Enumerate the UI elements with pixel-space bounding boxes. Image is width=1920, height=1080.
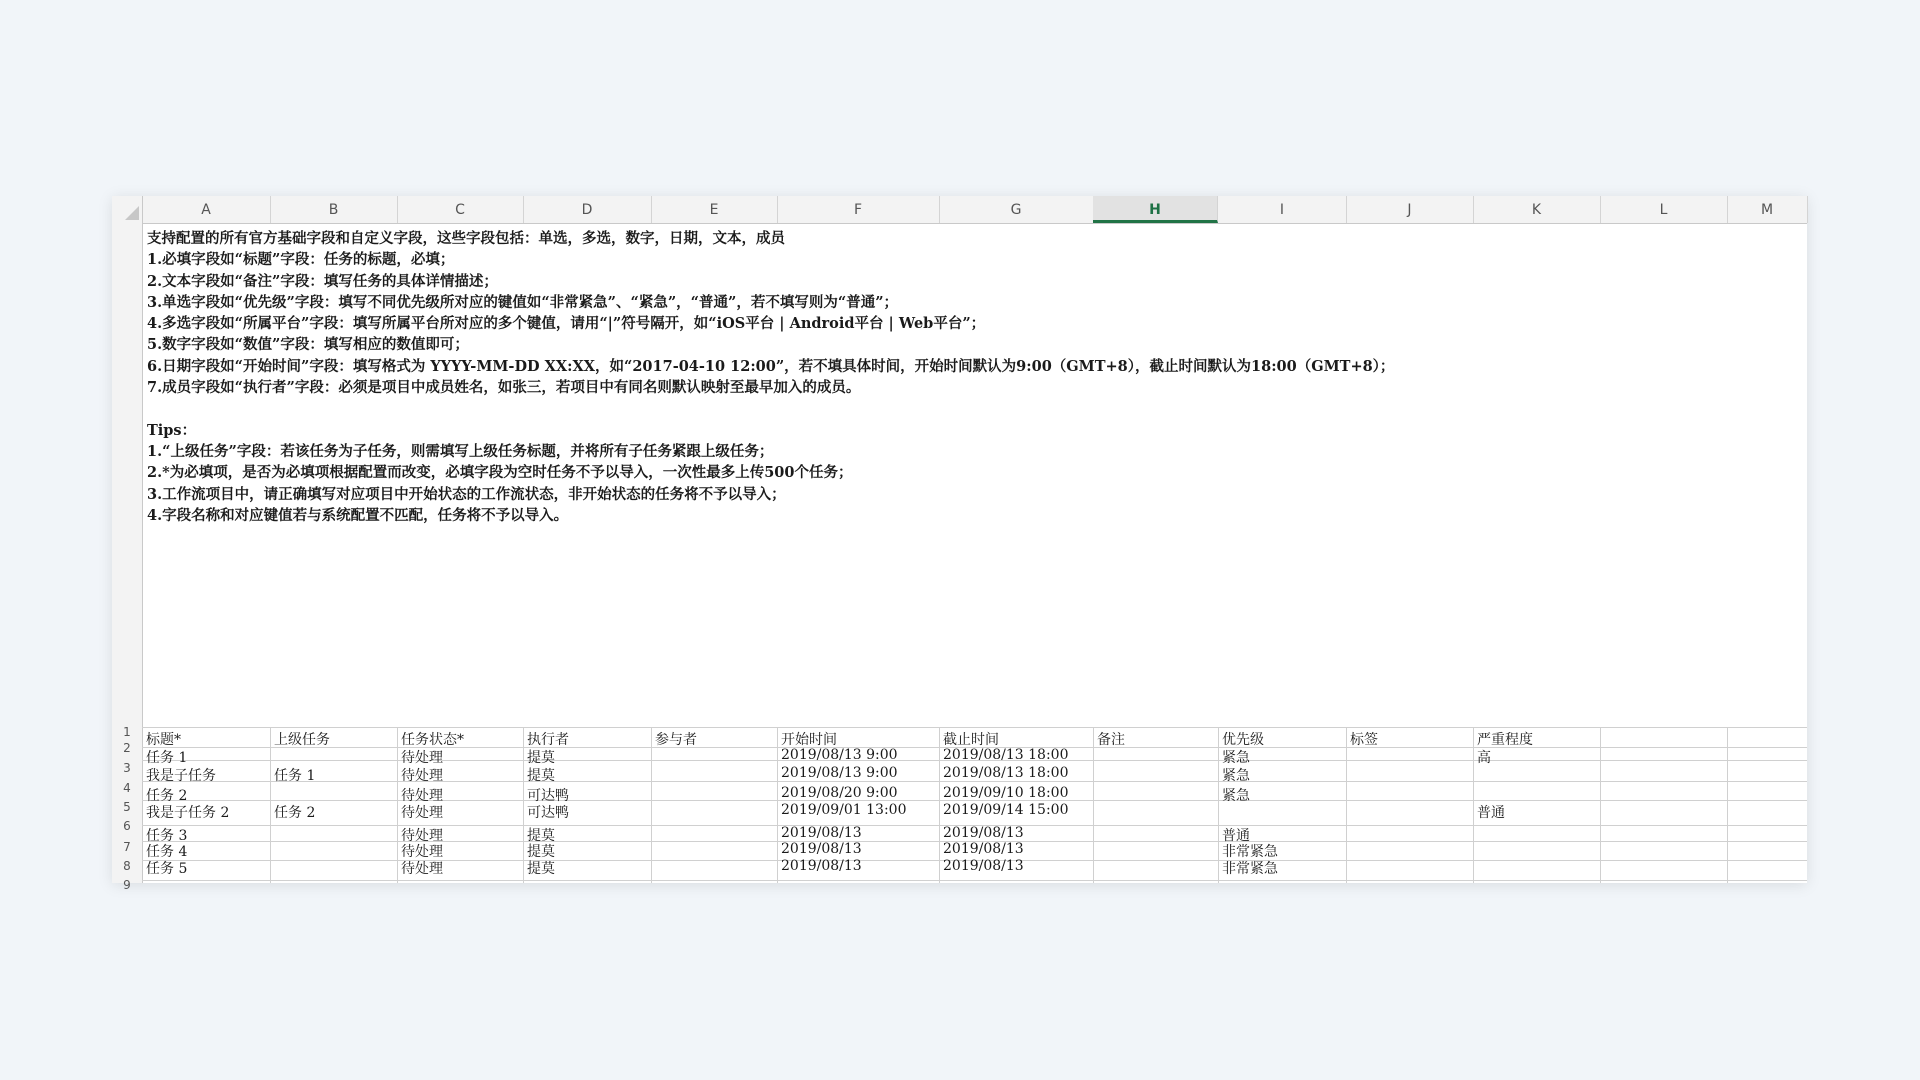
row-header-3[interactable]: 3 (123, 761, 131, 775)
note-line: 7.成员字段如“执行者”字段：必须是项目中成员姓名，如张三，若项目中有同名则默认映射至最早加入的成员。 (147, 379, 861, 397)
table-cell[interactable]: 可达鸭 (527, 788, 569, 804)
table-cell[interactable]: 高 (1477, 750, 1491, 766)
note-line: 5.数字字段如“数值”字段：填写相应的数值即可； (147, 336, 469, 354)
table-cell[interactable]: 2019/08/13 18:00 (943, 765, 1069, 781)
table-cell[interactable]: 非常紧急 (1222, 844, 1278, 860)
table-cell[interactable]: 2019/08/13 (943, 825, 1024, 841)
table-cell[interactable]: 紧急 (1222, 750, 1250, 766)
table-cell[interactable]: 我是子任务 (146, 768, 216, 784)
table-cell[interactable]: 任务 4 (146, 844, 188, 860)
table-cell[interactable]: 待处理 (401, 750, 443, 766)
table-cell[interactable]: 任务 3 (146, 828, 188, 844)
note-line: 支持配置的所有官方基础字段和自定义字段，这些字段包括：单选，多选，数字，日期，文本，成员 (147, 230, 785, 247)
table-header-cell[interactable]: 参与者 (655, 732, 697, 748)
column-header-d[interactable]: D (523, 196, 652, 223)
table-cell[interactable]: 紧急 (1222, 768, 1250, 784)
table-cell[interactable]: 待处理 (401, 828, 443, 844)
note-line: Tips： (147, 421, 197, 439)
table-header-cell[interactable]: 任务状态* (401, 732, 464, 748)
column-header-e[interactable]: E (651, 196, 778, 223)
table-cell[interactable]: 2019/08/13 9:00 (781, 765, 898, 781)
row-header-4[interactable]: 4 (123, 781, 131, 795)
row-header-7[interactable]: 7 (123, 840, 131, 854)
table-cell[interactable]: 紧急 (1222, 788, 1250, 804)
select-all-corner[interactable] (112, 196, 143, 223)
data-table (142, 712, 1807, 883)
column-header-h[interactable]: H (1093, 196, 1218, 223)
grid-row-line (142, 727, 1807, 728)
note-line: 2.*为必填项，是否为必填项根据配置而改变，必填字段为空时任务不予以导入，一次性最多上传500个任务； (147, 464, 853, 482)
table-cell[interactable]: 2019/08/13 (781, 841, 862, 857)
note-line: 1.必填字段如“标题”字段：任务的标题，必填； (147, 251, 455, 269)
table-cell[interactable]: 待处理 (401, 788, 443, 804)
table-cell[interactable]: 普通 (1222, 828, 1250, 844)
table-cell[interactable]: 可达鸭 (527, 805, 569, 821)
column-header-j[interactable]: J (1346, 196, 1474, 223)
table-cell[interactable]: 2019/08/13 (943, 858, 1024, 874)
table-cell[interactable]: 提莫 (527, 844, 555, 860)
table-header-cell[interactable]: 开始时间 (781, 732, 837, 748)
row-header-8[interactable]: 8 (123, 859, 131, 873)
table-header-cell[interactable]: 备注 (1097, 732, 1125, 748)
note-line: 6.日期字段如“开始时间”字段：填写格式为 YYYY-MM-DD XX:XX，如“2017-04-10 12:00”，若不填具体时间，开始时间默认为9:00（GMT+8），截止时间默认为18:00（GMT+8）； (147, 357, 1395, 375)
table-cell[interactable]: 2019/08/13 (781, 858, 862, 874)
table-cell[interactable]: 非常紧急 (1222, 861, 1278, 877)
table-cell[interactable]: 提莫 (527, 750, 555, 766)
table-cell[interactable]: 我是子任务 2 (146, 805, 230, 821)
table-header-cell[interactable]: 上级任务 (274, 732, 330, 748)
table-cell[interactable]: 2019/08/13 (781, 825, 862, 841)
column-header-f[interactable]: F (777, 196, 940, 223)
column-header-l[interactable]: L (1600, 196, 1728, 223)
table-cell[interactable]: 任务 5 (146, 861, 188, 877)
row-header-strip (112, 223, 143, 892)
note-line: 1.“上级任务”字段：若该任务为子任务，则需填写上级任务标题，并将所有子任务紧跟上级任务； (147, 442, 774, 460)
note-line: 4.字段名称和对应键值若与系统配置不匹配，任务将不予以导入。 (147, 506, 569, 524)
table-cell[interactable]: 任务 2 (146, 788, 188, 804)
note-line: 2.文本字段如“备注”字段：填写任务的具体详情描述； (147, 272, 498, 290)
grid-column-line (1727, 727, 1728, 883)
table-cell[interactable]: 提莫 (527, 768, 555, 784)
spreadsheet-window (112, 196, 1807, 892)
column-header-k[interactable]: K (1473, 196, 1601, 223)
column-header-a[interactable]: A (142, 196, 271, 223)
row-header-5[interactable]: 5 (123, 800, 131, 814)
table-cell[interactable]: 2019/08/13 18:00 (943, 747, 1069, 763)
grid-row-line (142, 880, 1807, 881)
table-cell[interactable]: 普通 (1477, 805, 1505, 821)
column-header-m[interactable]: M (1727, 196, 1808, 223)
table-cell[interactable]: 任务 1 (146, 750, 188, 766)
row-header-2[interactable]: 2 (123, 741, 131, 755)
column-header-c[interactable]: C (397, 196, 524, 223)
row-header-9[interactable]: 9 (123, 878, 131, 892)
table-header-cell[interactable]: 执行者 (527, 732, 569, 748)
note-line: 3.单选字段如“优先级”字段：填写不同优先级所对应的键值如“非常紧急”、“紧急”，“普通”，若不填写则为“普通”； (147, 293, 899, 311)
table-cell[interactable]: 2019/08/13 (943, 841, 1024, 857)
table-header-cell[interactable]: 标签 (1350, 732, 1378, 748)
column-header-i[interactable]: I (1218, 196, 1347, 223)
instructions-note-cell[interactable] (147, 228, 1787, 526)
column-header-b[interactable]: B (270, 196, 398, 223)
grid-row-line (142, 781, 1807, 782)
table-cell[interactable]: 提莫 (527, 828, 555, 844)
table-header-cell[interactable]: 严重程度 (1477, 732, 1533, 748)
grid-column-line (1600, 727, 1601, 883)
note-line: 4.多选字段如“所属平台”字段：填写所属平台所对应的多个键值，请用“|”符号隔开，如“iOS平台 | Android平台 | Web平台”； (147, 315, 986, 333)
grid-column-line (1093, 727, 1094, 883)
grid-column-line (1346, 727, 1347, 883)
row-header-1[interactable]: 1 (123, 725, 131, 739)
column-header-bar (112, 196, 1807, 224)
table-cell[interactable]: 2019/09/14 15:00 (943, 802, 1069, 818)
table-cell[interactable]: 待处理 (401, 805, 443, 821)
table-cell[interactable]: 任务 1 (274, 768, 316, 784)
note-line: 3.工作流项目中，请正确填写对应项目中开始状态的工作流状态，非开始状态的任务将不予以导入； (147, 485, 786, 503)
table-cell[interactable]: 2019/09/10 18:00 (943, 785, 1069, 801)
table-cell[interactable]: 待处理 (401, 844, 443, 860)
table-cell[interactable]: 提莫 (527, 861, 555, 877)
column-header-g[interactable]: G (939, 196, 1094, 223)
table-cell[interactable]: 2019/08/20 9:00 (781, 785, 898, 801)
grid-column-line (651, 727, 652, 883)
table-cell[interactable]: 待处理 (401, 768, 443, 784)
row-header-6[interactable]: 6 (123, 819, 131, 833)
table-cell[interactable]: 任务 2 (274, 805, 316, 821)
note-line (147, 398, 1787, 419)
table-cell[interactable]: 2019/09/01 13:00 (781, 802, 907, 818)
table-header-cell[interactable]: 优先级 (1222, 732, 1264, 748)
table-cell[interactable]: 待处理 (401, 861, 443, 877)
table-cell[interactable]: 2019/08/13 9:00 (781, 747, 898, 763)
table-header-cell[interactable]: 截止时间 (943, 732, 999, 748)
table-header-cell[interactable]: 标题* (146, 732, 181, 748)
